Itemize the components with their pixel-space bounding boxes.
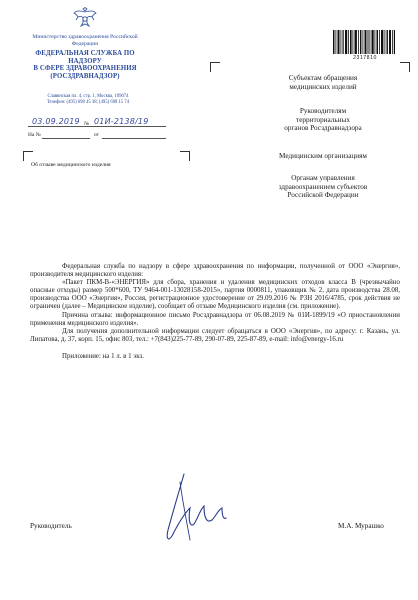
handwritten-signature-icon bbox=[160, 468, 230, 548]
body-paragraph: Федеральная служба по надзору в сфере здравоохранения по информации, полученной от ООО «Энергия», производителя медицинского изделия: bbox=[30, 263, 400, 279]
addressee-line: Российской Федерации bbox=[287, 191, 359, 200]
signer-role: Руководитель bbox=[30, 522, 72, 530]
attachment-note: Приложение: на 1 л. в 1 экз. bbox=[62, 352, 144, 360]
address-line: Славянская пл. 4, стр. 1, Москва, 109074 bbox=[47, 94, 129, 99]
addressee-line: здравоохранением субъектов bbox=[278, 182, 368, 191]
signer-name: М.А. Мурашко bbox=[338, 522, 384, 530]
addressee-line: медицинских изделий bbox=[289, 82, 357, 91]
addressee-line: Субъектам обращения bbox=[288, 74, 358, 82]
addressee-line: Медицинским организациям bbox=[279, 152, 367, 160]
registration-block bbox=[28, 117, 188, 139]
subject-line: Об отзыве медицинского изделия bbox=[31, 162, 111, 168]
addressee-block bbox=[238, 74, 408, 91]
agency-address bbox=[38, 94, 138, 106]
ministry-name: Министерство здравоохранения Российской Федерации bbox=[32, 34, 138, 47]
agency-line: ФЕДЕРАЛЬНАЯ СЛУЖБА ПО НАДЗОРУ bbox=[35, 50, 135, 65]
body-paragraph: Причина отзыва: информационное письмо Росздравнадзора от 06.08.2019 № 01И-1899/19 «О приостановлении применения медицинского изделия». bbox=[30, 311, 400, 327]
double-headed-eagle-icon bbox=[72, 6, 98, 32]
body-paragraph: «Пакет ПКМ-В-«ЭНЕРГИЯ» для сбора, хранения и удаления медицинских отходов класса В (чрезвычайно опасные отходы) размер 500*600, ТУ 9464-001-13028158-2015», партия 0000811, упаковщик № 2, дата производства 28.08, производства ООО «Энергия», Россия, регистрационное удостоверение от 29.09.2016 № РЗН 2016/4785, срок действия не ограничен (далее – Медицинское изделие), сообщает об отзыве Медицинского изделия (см. приложение). bbox=[30, 279, 400, 311]
address-line: Телефон: (495) 698 45 38; (495) 698 15 74 bbox=[46, 100, 130, 106]
addressee-corner bbox=[210, 62, 220, 72]
addressee-line: Руководителям bbox=[299, 107, 347, 115]
addressee-block bbox=[238, 152, 408, 161]
addressee-line: территориальных bbox=[296, 115, 350, 124]
registration-number: 01И-2138/19 bbox=[94, 117, 149, 126]
registration-date: 03.09.2019 bbox=[32, 117, 80, 126]
subject-corner bbox=[23, 151, 33, 161]
number-label: № bbox=[84, 121, 90, 127]
addressee-corner bbox=[400, 62, 410, 72]
addressee-block bbox=[238, 107, 408, 133]
letter-body bbox=[30, 263, 400, 361]
barcode-icon bbox=[333, 30, 395, 54]
subject-corner bbox=[180, 151, 190, 161]
addressee-line: органов Росздравнадзора bbox=[284, 124, 362, 133]
agency-name bbox=[20, 50, 150, 80]
addressee-line: Органам управления bbox=[291, 174, 355, 182]
ref-number-label: На № bbox=[28, 132, 41, 138]
agency-line: В СФЕРЕ ЗДРАВООХРАНЕНИЯ bbox=[33, 65, 137, 73]
addressee-block bbox=[238, 174, 408, 200]
agency-line: (РОСЗДРАВНАДЗОР) bbox=[50, 72, 120, 80]
barcode-number: 2317810 bbox=[353, 55, 377, 61]
ref-from-label: от bbox=[94, 132, 99, 138]
body-paragraph: Для получения дополнительной информации следует обращаться в ООО «Энергия», по адресу: г. Казань, ул. Липатова, д. 37, корп. 15, офис 803, тел.: +7(843)225-77-89, 290-07-89, 225-87-89, e-mail: info@energy-16.ru bbox=[30, 327, 400, 343]
